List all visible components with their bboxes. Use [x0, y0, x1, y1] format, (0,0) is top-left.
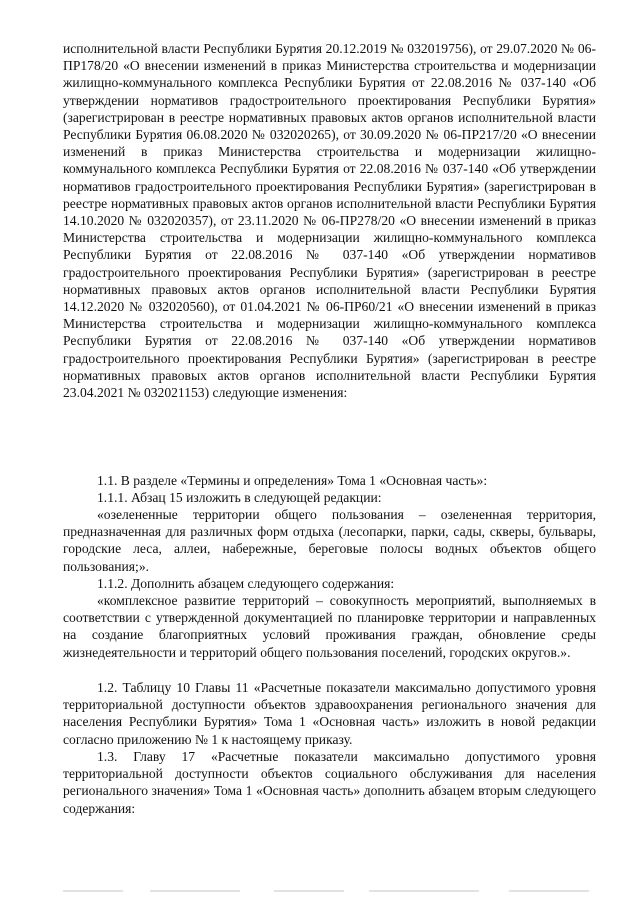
paragraph-1-3: 1.3. Главу 17 «Расчетные показатели максимально допустимого уровня территориальной доступности объектов социального обслуживания для населения регионального значения» Тома 1 «Основная часть» дополнить абзацем вторым следующего содержания: [63, 749, 596, 816]
paragraph-1-1-1: 1.1.1. Абзац 15 изложить в следующей редакции: [97, 490, 382, 505]
bleed-through-text [63, 880, 596, 896]
paragraph-1-1: 1.1. В разделе «Термины и определения» Тома 1 «Основная часть»: [97, 473, 488, 488]
paragraph-integrated-development-definition: «комплексное развитие территорий – совокупность мероприятий, выполняемых в соответствии с утвержденной документацией по планировке территории и направленных на создание благоприятных условий проживания граждан, обновление среды жизнедеятельности и территорий общего пользования поселений, городских округов.». [63, 593, 596, 660]
paragraph-1-1-2: 1.1.2. Дополнить абзацем следующего содержания: [97, 576, 395, 591]
paragraph-amendment-list: исполнительной власти Республики Бурятия 20.12.2019 № 032019756), от 29.07.2020 № 06-ПР178/20 «О внесении изменений в приказ Министерства строительства и модернизации жилищно-коммунального комплекса Республики Бурятия от 22.08.2016 № 037-140 «Об утверждении нормативов градостроительного проектирования Республики Бурятия» (зарегистрирован в реестре нормативных правовых актов органов исполнительной власти Республики Бурятия 06.08.2020 № 032020265), от 30.09.2020 № 06-ПР217/20 «О внесении изменений в приказ Министерства строительства и модернизации жилищно-коммунального комплекса Республики Бурятия от 22.08.2016 № 037-140 «Об утверждении нормативов градостроительного проектирования Республики Бурятия» (зарегистрирован в реестре нормативных правовых актов органов исполнительной власти Республики Бурятия 14.10.2020 № 032020357), от 23.11.2020 № 06-ПР278/20 «О внесении изменений в приказ Министерства строительства и модернизации жилищно-коммунального комплекса Республики Бурятия от 22.08.2016 № 037-140 «Об утверждении нормативов градостроительного проектирования Республики Бурятия» (зарегистрирован в реестре нормативных правовых актов органов исполнительной власти Республики Бурятия 14.12.2020 № 032020560), от 01.04.2021 № 06-ПР60/21 «О внесении изменений в приказ Министерства строительства и модернизации жилищно-коммунального комплекса Республики Бурятия от 22.08.2016 № 037-140 «Об утверждении нормативов градостроительного проектирования Республики Бурятия» (зарегистрирован в реестре нормативных правовых актов органов исполнительной власти Республики Бурятия 23.04.2021 № 032021153) следующие изменения: [63, 41, 596, 401]
paragraph-1-2: 1.2. Таблицу 10 Главы 11 «Расчетные показатели максимально допустимого уровня территориальной доступности объектов здравоохранения регионального значения для населения Республики Бурятия» Тома 1 «Основная часть» изложить в новой редакции согласно приложению № 1 к настоящему приказу. [63, 680, 596, 747]
paragraph-green-areas-definition: «озелененные территории общего пользования – озелененная территория, предназначенная для различных форм отдыха (лесопарки, парки, сады, скверы, бульвары, городские леса, аллеи, набережные, береговые полосы водных объектов общего пользования;». [63, 507, 596, 574]
